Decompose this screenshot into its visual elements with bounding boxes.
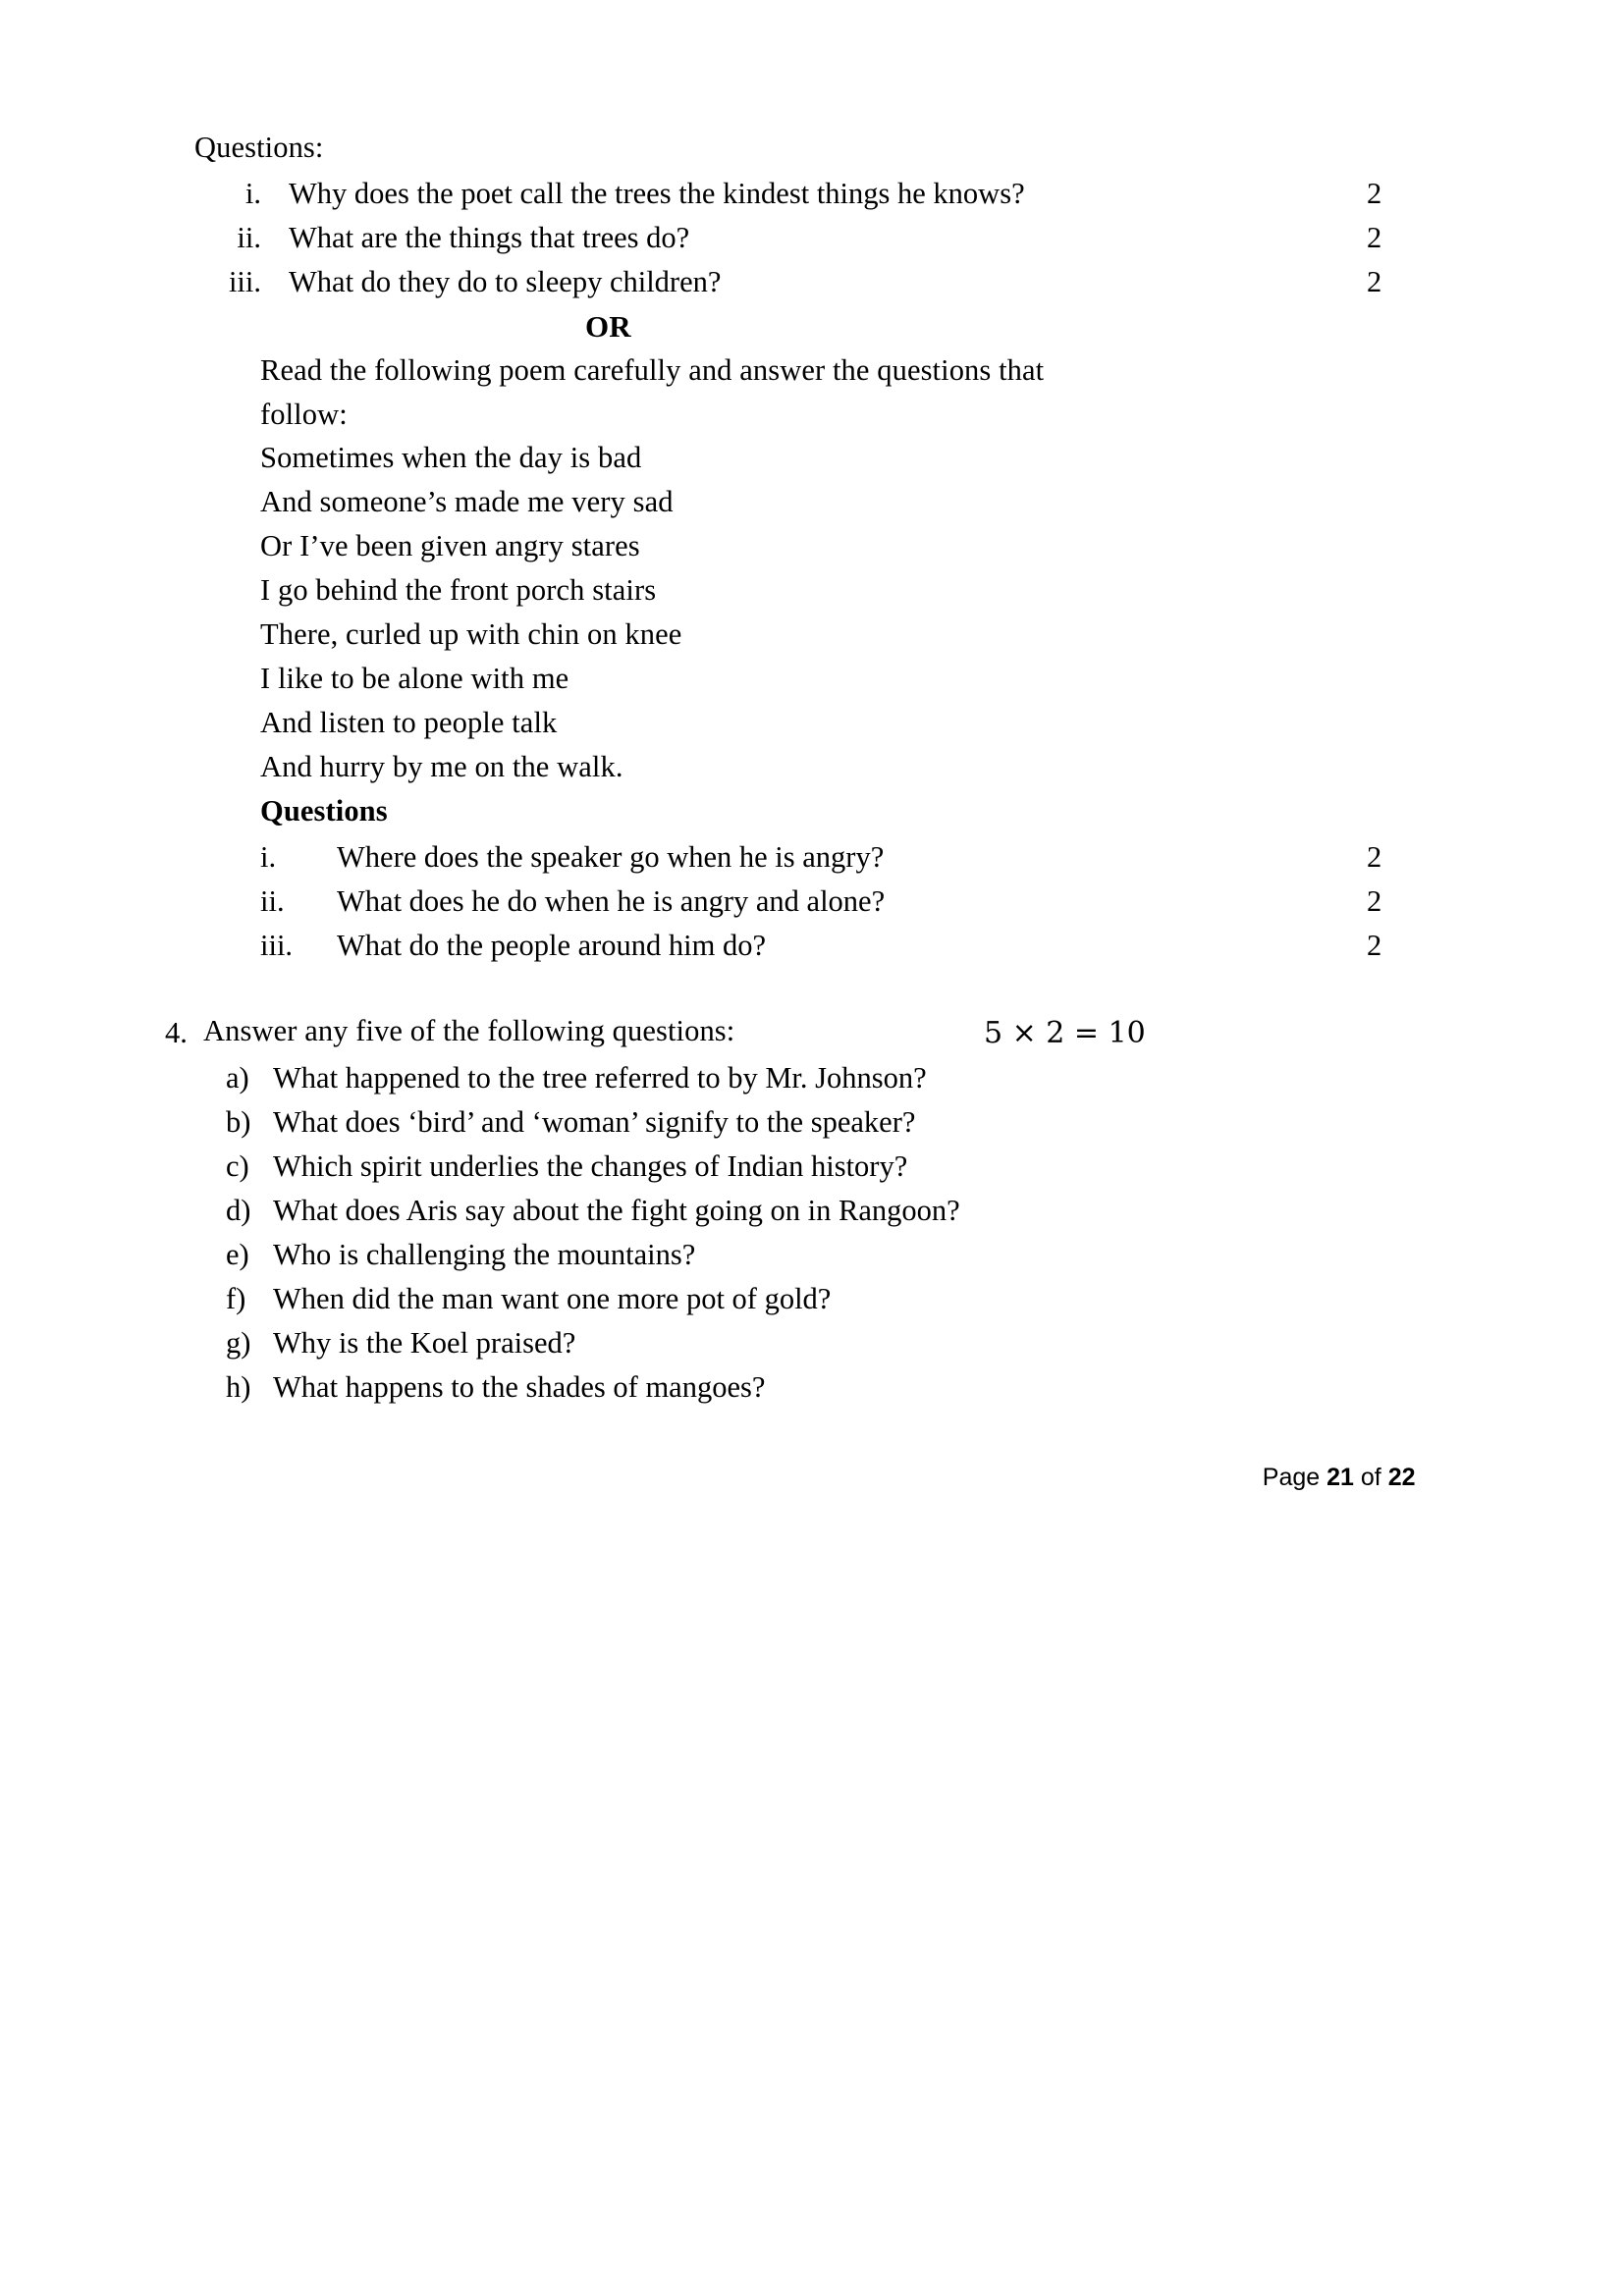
question-numeral: iii. (228, 265, 261, 298)
section-4-prompt: Answer any five of the following questions: (203, 1014, 735, 1047)
list-item-text: Which spirit underlies the changes of Indian history? (273, 1149, 908, 1183)
section-b-questions-heading: Questions (260, 794, 388, 828)
list-item-text: What happens to the shades of mangoes? (273, 1370, 766, 1404)
list-item-label: f) (226, 1282, 246, 1315)
poem-line-6: I like to be alone with me (260, 662, 569, 695)
question-row-a-1 (185, 177, 1025, 211)
question-text: Where does the speaker go when he is angry? (337, 840, 885, 874)
list-item-label: d) (226, 1194, 251, 1227)
poem-line-4: I go behind the front porch stairs (260, 573, 657, 607)
list-item-text: What happened to the tree referred to by Mr. Johnson? (273, 1061, 927, 1095)
list-item-b (226, 1105, 915, 1140)
question-marks-b-2: 2 (1367, 884, 1382, 918)
question-numeral: i. (244, 177, 261, 210)
list-item-e (226, 1238, 695, 1272)
page-footer (1235, 1435, 1416, 1521)
question-row-b-2 (260, 884, 885, 919)
question-marks-a-3: 2 (1367, 265, 1382, 298)
list-item-label: h) (226, 1370, 251, 1404)
question-marks-a-2: 2 (1367, 221, 1382, 254)
poem-line-8: And hurry by me on the walk. (260, 750, 623, 783)
question-text: What are the things that trees do? (289, 221, 690, 254)
list-item-text: What does Aris say about the fight going on in Rangoon? (273, 1194, 960, 1227)
list-item-f (226, 1282, 831, 1316)
question-marks-b-1: 2 (1367, 840, 1382, 874)
question-numeral: ii. (260, 884, 285, 918)
list-item-text: Who is challenging the mountains? (273, 1238, 696, 1271)
poem-line-5: There, curled up with chin on knee (260, 617, 682, 651)
poem-line-3: Or I’ve been given angry stares (260, 529, 640, 562)
list-item-label: a) (226, 1061, 249, 1095)
or-divider: OR (585, 309, 631, 344)
question-marks-b-3: 2 (1367, 929, 1382, 962)
footer-total-pages: 22 (1387, 1464, 1416, 1491)
question-row-b-3 (260, 929, 766, 963)
section-a-heading: Questions: (194, 131, 324, 164)
list-item-text: Why is the Koel praised? (273, 1326, 576, 1360)
question-numeral: i. (260, 840, 277, 874)
question-row-a-2 (185, 221, 689, 255)
list-item-a (226, 1061, 927, 1095)
list-item-text: What does ‘bird’ and ‘woman’ signify to the speaker? (273, 1105, 916, 1139)
footer-middle: of (1353, 1464, 1388, 1491)
question-text: What do the people around him do? (337, 929, 767, 962)
question-row-b-1 (260, 840, 884, 875)
footer-current-page: 21 (1326, 1464, 1354, 1491)
poem-line-7: And listen to people talk (260, 706, 558, 739)
footer-prefix: Page (1262, 1464, 1327, 1491)
list-item-d (226, 1194, 960, 1228)
question-text: Why does the poet call the trees the kindest things he knows? (289, 177, 1025, 210)
question-numeral: ii. (237, 221, 261, 254)
question-text: What do they do to sleepy children? (289, 265, 722, 298)
list-item-c (226, 1149, 907, 1184)
section-4-marks-expression: 5 × 2 = 10 (984, 1016, 1146, 1050)
question-text: What does he do when he is angry and alone? (337, 884, 886, 918)
list-item-label: e) (226, 1238, 249, 1271)
poem-line-2: And someone’s made me very sad (260, 485, 674, 518)
poem-instruction-line-1: Read the following poem carefully and answer the questions that (260, 353, 1045, 387)
poem-line-1: Sometimes when the day is bad (260, 441, 642, 474)
question-marks-a-1: 2 (1367, 177, 1382, 210)
question-row-a-3 (185, 265, 721, 299)
list-item-h (226, 1370, 765, 1405)
list-item-g (226, 1326, 575, 1361)
question-numeral: iii. (260, 929, 294, 962)
list-item-label: g) (226, 1326, 251, 1360)
list-item-label: b) (226, 1105, 251, 1139)
poem-instruction-line-2: follow: (260, 398, 348, 431)
list-item-text: When did the man want one more pot of gold? (273, 1282, 832, 1315)
section-4-number: 4. (165, 1016, 188, 1049)
list-item-label: c) (226, 1149, 249, 1183)
